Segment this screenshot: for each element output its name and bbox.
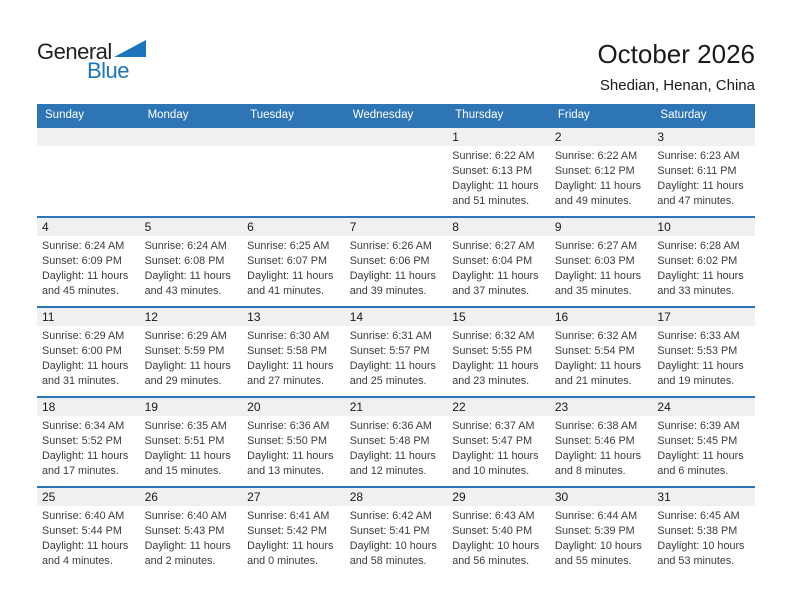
sunrise-text: Sunrise: 6:36 AM [247, 420, 330, 432]
sunset-text: Sunset: 5:53 PM [657, 345, 738, 357]
sunset-text: Sunset: 5:59 PM [144, 345, 225, 357]
sunset-text: Sunset: 6:13 PM [452, 165, 533, 177]
daylight-text: Daylight: 11 hours [42, 270, 129, 282]
day-number: 23 [554, 400, 569, 414]
sunrise-text: Sunrise: 6:27 AM [554, 240, 638, 252]
sunrise-text: Sunrise: 6:22 AM [554, 150, 638, 162]
daylight-text: Daylight: 11 hours [42, 540, 129, 552]
week-row [37, 216, 755, 306]
day-cell [140, 326, 243, 396]
day-cell [652, 416, 755, 486]
empty-day-number [140, 128, 243, 146]
daylight-text: and 10 minutes. [452, 465, 530, 477]
daylight-text: and 37 minutes. [452, 285, 530, 297]
empty-day-cell [242, 146, 345, 216]
daylight-text: Daylight: 11 hours [144, 360, 231, 372]
logo-text-general: General [37, 39, 112, 64]
daylight-text: and 12 minutes. [349, 465, 427, 477]
day-cell [652, 326, 755, 396]
day-number: 24 [657, 400, 671, 414]
sunset-text: Sunset: 5:50 PM [247, 435, 327, 447]
title-block [597, 38, 755, 94]
day-number: 6 [247, 220, 254, 234]
daylight-text: Daylight: 11 hours [554, 450, 642, 462]
sunrise-text: Sunrise: 6:40 AM [144, 510, 227, 522]
sunset-text: Sunset: 5:45 PM [657, 435, 738, 447]
week-row [37, 486, 755, 576]
day-number-band [37, 398, 755, 416]
empty-day-cell [140, 146, 243, 216]
empty-day-number [345, 128, 448, 146]
day-number-band [37, 128, 755, 146]
sunset-text: Sunset: 6:09 PM [42, 255, 122, 267]
daylight-text: Daylight: 11 hours [554, 270, 642, 282]
day-number: 18 [42, 400, 56, 414]
daylight-text: Daylight: 11 hours [452, 360, 539, 372]
daylight-text: Daylight: 11 hours [42, 360, 129, 372]
calendar-grid [37, 104, 755, 576]
daylight-text: and 39 minutes. [349, 285, 427, 297]
weekday-header-saturday: Saturday [660, 109, 707, 121]
daylight-text: and 29 minutes. [144, 375, 222, 387]
day-number: 7 [349, 220, 357, 234]
general-blue-logo [37, 40, 146, 82]
sunrise-text: Sunrise: 6:40 AM [42, 510, 125, 522]
day-cell [37, 506, 140, 576]
sunrise-text: Sunrise: 6:24 AM [42, 240, 125, 252]
daylight-text: Daylight: 11 hours [452, 270, 539, 282]
daylight-text: Daylight: 11 hours [657, 360, 744, 372]
weekday-header-sunday: Sunday [45, 109, 85, 121]
daylight-text: Daylight: 10 hours [452, 540, 540, 552]
empty-day-number [37, 128, 140, 146]
sunset-text: Sunset: 5:55 PM [452, 345, 533, 357]
logo-text-blue: Blue [87, 58, 130, 83]
sunrise-text: Sunrise: 6:30 AM [247, 330, 330, 342]
daylight-text: and 2 minutes. [144, 555, 216, 567]
day-number-band [37, 488, 755, 506]
week-row [37, 396, 755, 486]
daylight-text: and 25 minutes. [349, 375, 427, 387]
day-number: 11 [42, 310, 55, 324]
day-number: 22 [452, 400, 466, 414]
day-number: 8 [452, 220, 459, 234]
day-cell [345, 506, 448, 576]
day-cell [37, 326, 140, 396]
sunset-text: Sunset: 6:04 PM [452, 255, 533, 267]
day-number: 12 [144, 310, 158, 324]
daylight-text: and 49 minutes. [554, 195, 632, 207]
sunset-text: Sunset: 5:38 PM [657, 525, 738, 537]
daylight-text: Daylight: 11 hours [247, 450, 334, 462]
month-title: October 2026 [597, 39, 755, 69]
week-row [37, 126, 755, 216]
sunrise-text: Sunrise: 6:22 AM [452, 150, 535, 162]
weekday-header-friday: Friday [557, 109, 590, 121]
empty-day-cell [37, 146, 140, 216]
daylight-text: and 51 minutes. [452, 195, 530, 207]
daylight-text: and 23 minutes. [452, 375, 530, 387]
day-cell [140, 506, 243, 576]
day-number: 21 [349, 400, 364, 414]
daylight-text: and 6 minutes. [657, 465, 729, 477]
empty-day-cell [345, 146, 448, 216]
sunrise-text: Sunrise: 6:24 AM [144, 240, 227, 252]
sunset-text: Sunset: 6:11 PM [657, 165, 737, 177]
day-cell [447, 326, 550, 396]
sunset-text: Sunset: 5:54 PM [554, 345, 635, 357]
day-cell [345, 236, 448, 306]
sunset-text: Sunset: 6:08 PM [144, 255, 225, 267]
daylight-text: Daylight: 11 hours [452, 180, 539, 192]
day-number: 26 [144, 490, 158, 504]
sunset-text: Sunset: 5:46 PM [554, 435, 635, 447]
daylight-text: Daylight: 11 hours [42, 450, 129, 462]
sunset-text: Sunset: 5:44 PM [42, 525, 122, 537]
daylight-text: and 43 minutes. [144, 285, 222, 297]
day-cell [242, 506, 345, 576]
daylight-text: and 13 minutes. [247, 465, 324, 477]
sunset-text: Sunset: 5:39 PM [554, 525, 635, 537]
day-cell [550, 416, 653, 486]
sunset-text: Sunset: 6:02 PM [657, 255, 738, 267]
daylight-text: and 15 minutes. [144, 465, 222, 477]
day-number: 1 [452, 130, 459, 144]
day-cell [550, 236, 653, 306]
day-number-band [37, 308, 755, 326]
sunrise-text: Sunrise: 6:32 AM [452, 330, 535, 342]
daylight-text: and 45 minutes. [42, 285, 119, 297]
sunset-text: Sunset: 6:06 PM [349, 255, 430, 267]
day-cell [550, 146, 653, 216]
daylight-text: and 4 minutes. [42, 555, 113, 567]
daylight-text: Daylight: 11 hours [144, 540, 231, 552]
day-cell [140, 236, 243, 306]
daylight-text: Daylight: 11 hours [349, 270, 436, 282]
daylight-text: Daylight: 11 hours [144, 270, 231, 282]
daylight-text: Daylight: 11 hours [247, 360, 334, 372]
day-cell [652, 146, 755, 216]
day-number: 9 [554, 220, 562, 234]
day-cell [242, 326, 345, 396]
daylight-text: and 53 minutes. [657, 555, 735, 567]
sunrise-text: Sunrise: 6:31 AM [349, 330, 432, 342]
daylight-text: and 19 minutes. [657, 375, 735, 387]
sunrise-text: Sunrise: 6:42 AM [349, 510, 432, 522]
daylight-text: and 17 minutes. [42, 465, 119, 477]
weekday-header-thursday: Thursday [455, 109, 504, 121]
day-number: 3 [657, 130, 665, 144]
sunrise-text: Sunrise: 6:34 AM [42, 420, 125, 432]
day-number: 15 [452, 310, 466, 324]
sunrise-text: Sunrise: 6:32 AM [554, 330, 638, 342]
sunrise-text: Sunrise: 6:36 AM [349, 420, 432, 432]
sunset-text: Sunset: 6:03 PM [554, 255, 635, 267]
daylight-text: Daylight: 10 hours [349, 540, 437, 552]
daylight-text: Daylight: 11 hours [554, 360, 642, 372]
daylight-text: and 56 minutes. [452, 555, 530, 567]
day-number: 2 [554, 130, 562, 144]
sunset-text: Sunset: 5:40 PM [452, 525, 533, 537]
day-number: 20 [247, 400, 261, 414]
day-number: 29 [452, 490, 466, 504]
daylight-text: and 33 minutes. [657, 285, 735, 297]
day-cell [242, 416, 345, 486]
week-body [37, 236, 755, 306]
sunrise-text: Sunrise: 6:33 AM [657, 330, 740, 342]
sunrise-text: Sunrise: 6:28 AM [657, 240, 740, 252]
day-cell [652, 236, 755, 306]
daylight-text: Daylight: 11 hours [657, 270, 744, 282]
sunset-text: Sunset: 5:52 PM [42, 435, 122, 447]
sunrise-text: Sunrise: 6:29 AM [144, 330, 227, 342]
sunset-text: Sunset: 5:42 PM [247, 525, 327, 537]
sunrise-text: Sunrise: 6:44 AM [554, 510, 638, 522]
sunrise-text: Sunrise: 6:39 AM [657, 420, 740, 432]
day-number: 19 [144, 400, 158, 414]
sunset-text: Sunset: 6:00 PM [42, 345, 122, 357]
day-number: 13 [247, 310, 261, 324]
sunset-text: Sunset: 5:41 PM [349, 525, 430, 537]
day-number: 5 [144, 220, 152, 234]
day-cell [447, 506, 550, 576]
day-cell [550, 326, 653, 396]
weekday-header-monday: Monday [147, 109, 189, 121]
sunset-text: Sunset: 5:58 PM [247, 345, 327, 357]
daylight-text: and 58 minutes. [349, 555, 427, 567]
week-body [37, 416, 755, 486]
daylight-text: and 27 minutes. [247, 375, 324, 387]
daylight-text: Daylight: 10 hours [657, 540, 745, 552]
daylight-text: and 55 minutes. [554, 555, 632, 567]
sunrise-text: Sunrise: 6:45 AM [657, 510, 740, 522]
sunset-text: Sunset: 5:57 PM [349, 345, 430, 357]
daylight-text: and 47 minutes. [657, 195, 735, 207]
daylight-text: Daylight: 11 hours [247, 540, 334, 552]
daylight-text: Daylight: 11 hours [247, 270, 334, 282]
location-subtitle: Shedian, Henan, China [599, 76, 755, 94]
sunset-text: Sunset: 6:07 PM [247, 255, 327, 267]
day-cell [345, 326, 448, 396]
day-number: 16 [554, 310, 569, 324]
sunrise-text: Sunrise: 6:29 AM [42, 330, 125, 342]
sunset-text: Sunset: 6:12 PM [554, 165, 635, 177]
day-number: 28 [349, 490, 364, 504]
day-number: 30 [554, 490, 569, 504]
day-cell [37, 236, 140, 306]
day-number: 14 [349, 310, 364, 324]
sunrise-text: Sunrise: 6:38 AM [554, 420, 638, 432]
daylight-text: and 0 minutes. [247, 555, 318, 567]
sunset-text: Sunset: 5:47 PM [452, 435, 533, 447]
daylight-text: Daylight: 10 hours [554, 540, 642, 552]
day-cell [345, 416, 448, 486]
daylight-text: and 8 minutes. [554, 465, 626, 477]
sunrise-text: Sunrise: 6:43 AM [452, 510, 535, 522]
day-number: 4 [42, 220, 49, 234]
day-number: 31 [657, 490, 671, 504]
day-cell [37, 416, 140, 486]
weekday-header-tuesday: Tuesday [250, 109, 294, 121]
daylight-text: Daylight: 11 hours [349, 450, 436, 462]
day-number-band [37, 218, 755, 236]
day-cell [242, 236, 345, 306]
week-body [37, 506, 755, 576]
day-cell [447, 236, 550, 306]
sunrise-text: Sunrise: 6:25 AM [247, 240, 330, 252]
sunrise-text: Sunrise: 6:27 AM [452, 240, 535, 252]
sunrise-text: Sunrise: 6:41 AM [247, 510, 330, 522]
daylight-text: Daylight: 11 hours [144, 450, 231, 462]
sunset-text: Sunset: 5:51 PM [144, 435, 225, 447]
day-number: 27 [247, 490, 261, 504]
sunrise-text: Sunrise: 6:23 AM [657, 150, 740, 162]
daylight-text: Daylight: 11 hours [452, 450, 539, 462]
day-cell [447, 416, 550, 486]
day-cell [652, 506, 755, 576]
day-number: 10 [657, 220, 671, 234]
empty-day-number [242, 128, 345, 146]
week-row [37, 306, 755, 396]
day-cell [550, 506, 653, 576]
daylight-text: Daylight: 11 hours [657, 450, 744, 462]
week-body [37, 146, 755, 216]
sunrise-text: Sunrise: 6:37 AM [452, 420, 535, 432]
day-cell [140, 416, 243, 486]
weekday-header-wednesday: Wednesday [352, 109, 414, 121]
sunset-text: Sunset: 5:48 PM [349, 435, 430, 447]
daylight-text: and 41 minutes. [247, 285, 324, 297]
week-body [37, 326, 755, 396]
sunset-text: Sunset: 5:43 PM [144, 525, 225, 537]
daylight-text: Daylight: 11 hours [657, 180, 744, 192]
day-cell [447, 146, 550, 216]
calendar-weeks [37, 126, 755, 576]
daylight-text: Daylight: 11 hours [554, 180, 642, 192]
daylight-text: and 21 minutes. [554, 375, 632, 387]
daylight-text: Daylight: 11 hours [349, 360, 436, 372]
day-number: 17 [657, 310, 671, 324]
weekday-header-row [37, 104, 755, 126]
sunrise-text: Sunrise: 6:35 AM [144, 420, 227, 432]
day-number: 25 [42, 490, 56, 504]
daylight-text: and 31 minutes. [42, 375, 119, 387]
daylight-text: and 35 minutes. [554, 285, 632, 297]
sunrise-text: Sunrise: 6:26 AM [349, 240, 432, 252]
